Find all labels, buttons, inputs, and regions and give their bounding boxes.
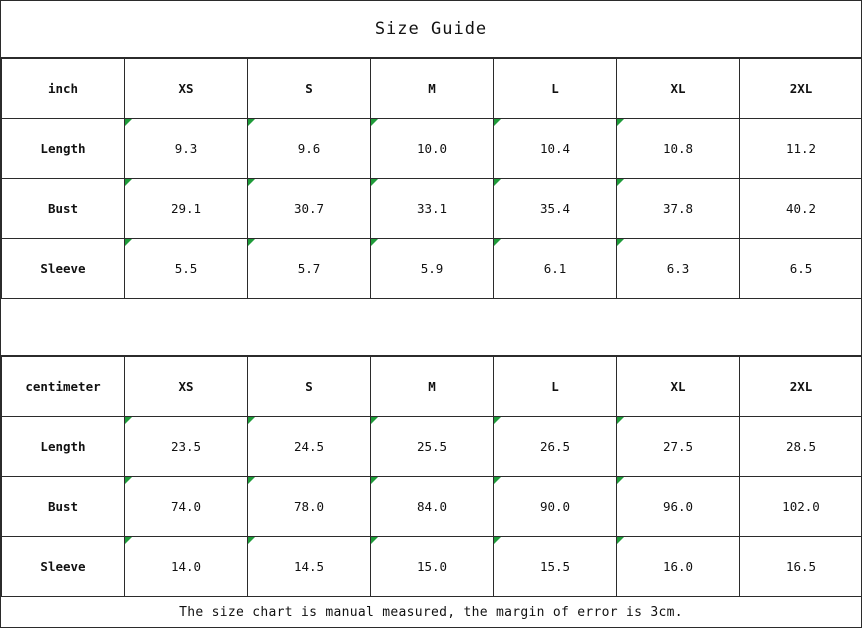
cell-bust-xs: 74.0 (125, 477, 248, 537)
cell-bust-xl: 37.8 (617, 179, 740, 239)
cell-sleeve-xs: 5.5 (125, 239, 248, 299)
cell-sleeve-l: 6.1 (494, 239, 617, 299)
cell-length-xl: 27.5 (617, 417, 740, 477)
row-label-sleeve: Sleeve (2, 537, 125, 597)
cell-bust-s: 78.0 (248, 477, 371, 537)
table-header-row (2, 357, 862, 417)
table-row (2, 477, 862, 537)
cell-sleeve-s: 14.5 (248, 537, 371, 597)
cell-length-xs: 9.3 (125, 119, 248, 179)
cell-length-s: 24.5 (248, 417, 371, 477)
size-table-centimeter (1, 356, 862, 597)
cell-bust-xl: 96.0 (617, 477, 740, 537)
cell-length-s: 9.6 (248, 119, 371, 179)
footer-note: The size chart is manual measured, the margin of error is 3cm. (179, 604, 683, 620)
size-header-s: S (248, 59, 371, 119)
cell-bust-l: 90.0 (494, 477, 617, 537)
cell-sleeve-l: 15.5 (494, 537, 617, 597)
cell-sleeve-m: 5.9 (371, 239, 494, 299)
table-row (2, 239, 862, 299)
row-label-bust: Bust (2, 477, 125, 537)
table-row (2, 119, 862, 179)
table-row (2, 179, 862, 239)
cell-bust-2xl: 102.0 (740, 477, 862, 537)
unit-label-inch: inch (2, 59, 125, 119)
centimeter-table-wrap (1, 356, 861, 597)
size-header-l: L (494, 59, 617, 119)
table-row (2, 417, 862, 477)
cell-sleeve-xl: 16.0 (617, 537, 740, 597)
inch-table-wrap (1, 58, 861, 299)
cell-sleeve-s: 5.7 (248, 239, 371, 299)
cell-length-m: 10.0 (371, 119, 494, 179)
row-label-length: Length (2, 417, 125, 477)
size-header-l: L (494, 357, 617, 417)
cell-bust-l: 35.4 (494, 179, 617, 239)
cell-sleeve-m: 15.0 (371, 537, 494, 597)
page-title: Size Guide (1, 1, 861, 58)
table-header-row (2, 59, 862, 119)
size-header-2xl: 2XL (740, 357, 862, 417)
cell-length-2xl: 28.5 (740, 417, 862, 477)
cell-bust-2xl: 40.2 (740, 179, 862, 239)
cell-bust-xs: 29.1 (125, 179, 248, 239)
cell-length-l: 26.5 (494, 417, 617, 477)
size-header-xl: XL (617, 357, 740, 417)
cell-length-xs: 23.5 (125, 417, 248, 477)
cell-length-2xl: 11.2 (740, 119, 862, 179)
table-separator (1, 299, 861, 356)
cell-bust-m: 33.1 (371, 179, 494, 239)
row-label-length: Length (2, 119, 125, 179)
cell-bust-m: 84.0 (371, 477, 494, 537)
size-header-m: M (371, 59, 494, 119)
cell-length-xl: 10.8 (617, 119, 740, 179)
cell-length-m: 25.5 (371, 417, 494, 477)
cell-sleeve-xl: 6.3 (617, 239, 740, 299)
cell-sleeve-2xl: 6.5 (740, 239, 862, 299)
size-header-xs: XS (125, 357, 248, 417)
size-header-xl: XL (617, 59, 740, 119)
unit-label-centimeter: centimeter (2, 357, 125, 417)
size-header-xs: XS (125, 59, 248, 119)
cell-length-l: 10.4 (494, 119, 617, 179)
row-label-bust: Bust (2, 179, 125, 239)
size-header-s: S (248, 357, 371, 417)
row-label-sleeve: Sleeve (2, 239, 125, 299)
size-header-2xl: 2XL (740, 59, 862, 119)
size-table-inch (1, 58, 862, 299)
cell-sleeve-2xl: 16.5 (740, 537, 862, 597)
cell-bust-s: 30.7 (248, 179, 371, 239)
table-row (2, 537, 862, 597)
size-header-m: M (371, 357, 494, 417)
cell-sleeve-xs: 14.0 (125, 537, 248, 597)
